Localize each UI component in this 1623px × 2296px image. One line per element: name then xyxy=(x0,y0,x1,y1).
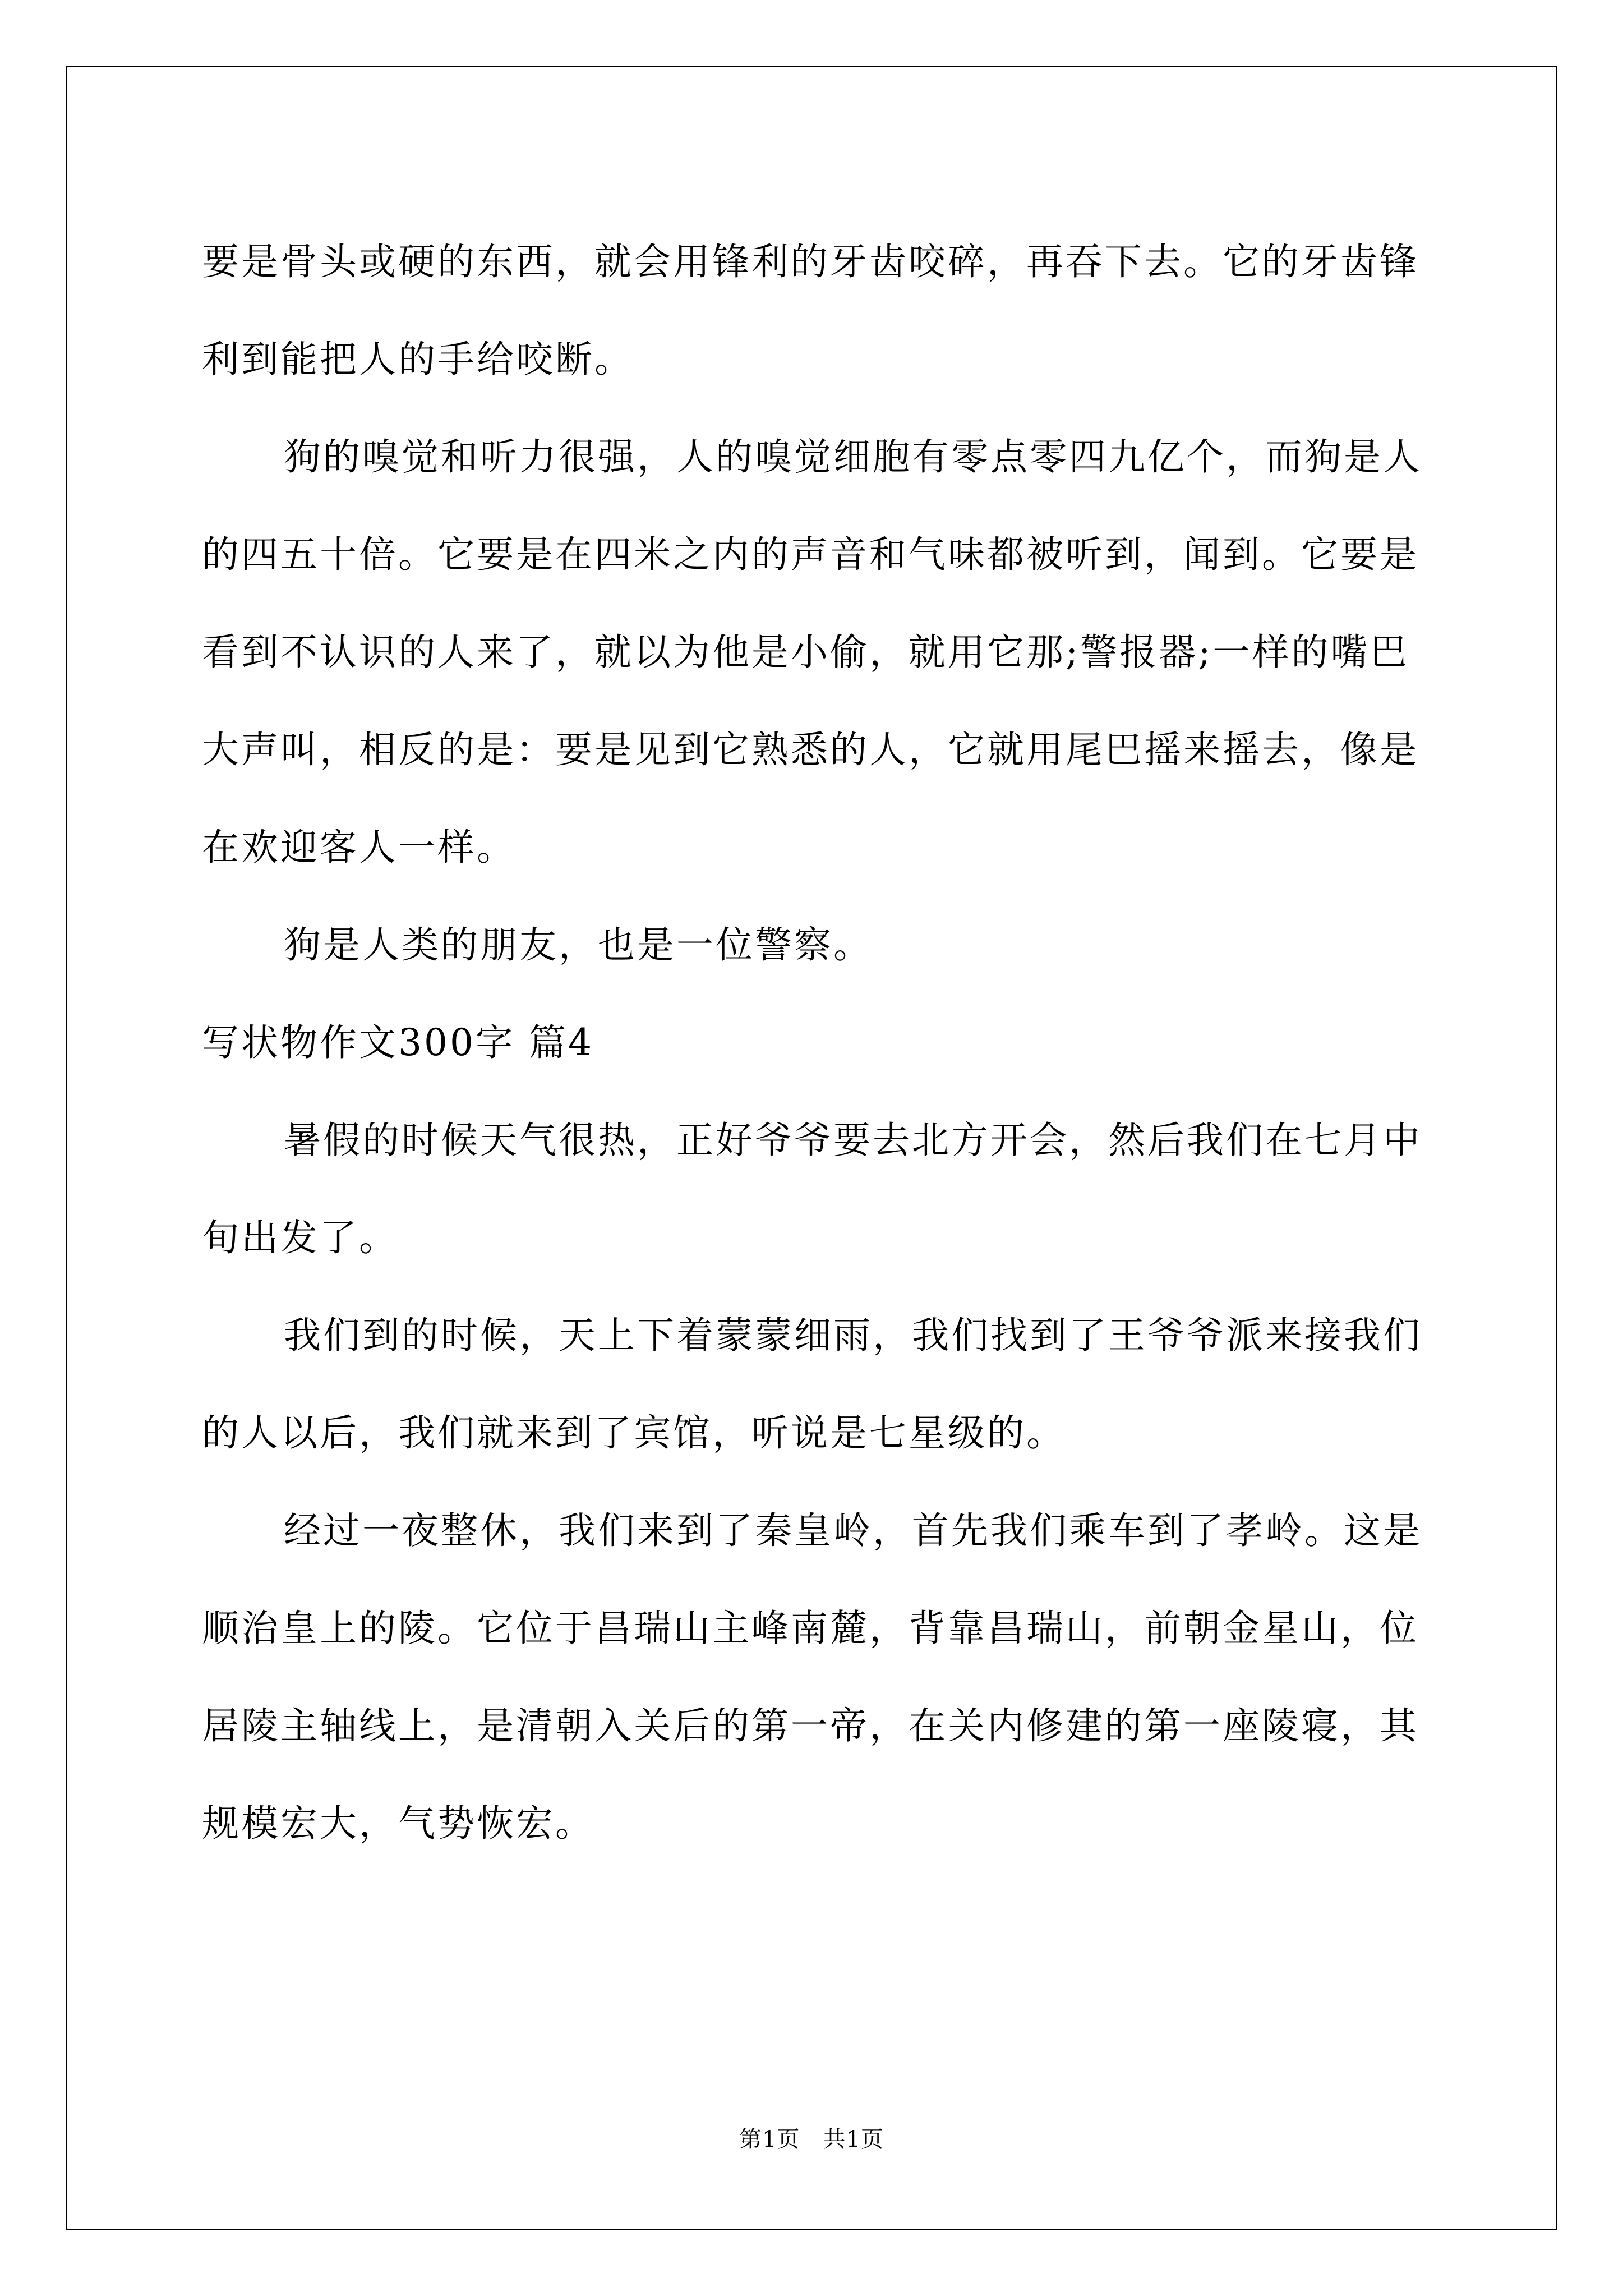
paragraph: 狗的嗅觉和听力很强，人的嗅觉细胞有零点零四九亿个，而狗是人的四五十倍。它要是在四米之内的声音和气味都被听到，闻到。它要是看到不认识的人来了，就以为他是小偷，就用它那;警报器;一样的嘴巴大声叫，相反的是：要是见到它熟悉的人，它就用尾巴摇来摇去，像是在欢迎客人一样。 xyxy=(202,435,1422,869)
paragraph: 暑假的时候天气很热，正好爷爷要去北方开会，然后我们在七月中旬出发了。 xyxy=(202,1119,1422,1259)
paragraph: 我们到的时候，天上下着蒙蒙细雨，我们找到了王爷爷派来接我们的人以后，我们就来到了宾馆，听说是七星级的。 xyxy=(202,1314,1422,1455)
paragraph: 经过一夜整休，我们来到了秦皇岭，首先我们乘车到了孝岭。这是顺治皇上的陵。它位于昌瑞山主峰南麓，背靠昌瑞山，前朝金星山，位居陵主轴线上，是清朝入关后的第一帝，在关内修建的第一座陵寝，其规模宏大，气势恢宏。 xyxy=(202,1509,1422,1845)
section-heading: 写状物作文300字 篇4 xyxy=(202,1021,594,1064)
paragraph-continued: 要是骨头或硬的东西，就会用锋利的牙齿咬碎，再吞下去。它的牙齿锋利到能把人的手给咬断。 xyxy=(202,240,1419,381)
page-footer: 第1页 共1页 xyxy=(739,2127,884,2152)
paragraph: 狗是人类的朋友，也是一位警察。 xyxy=(284,923,873,967)
document-body xyxy=(202,213,1424,1872)
